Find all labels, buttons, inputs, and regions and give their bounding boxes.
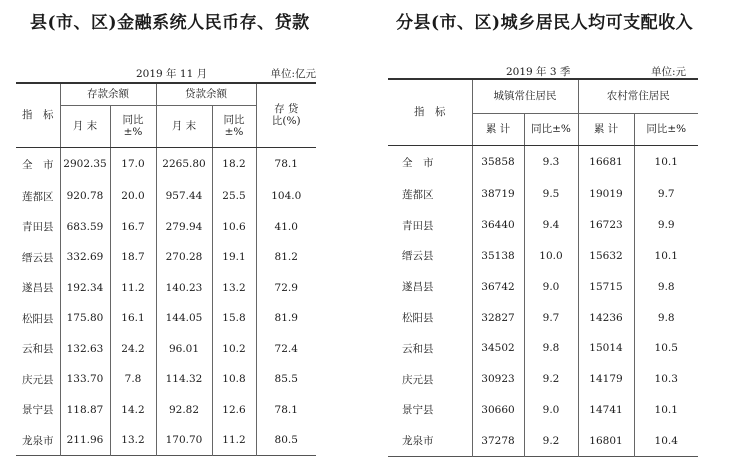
urban-yoy: 9.5 — [524, 179, 578, 210]
row-name: 景宁县 — [388, 395, 472, 426]
table-row — [16, 364, 316, 395]
loan-month-end: 957.44 — [156, 181, 212, 212]
deposit-loan-rows — [16, 147, 316, 456]
header-loan-month-end: 月 末 — [156, 105, 212, 147]
urban-cumulative: 38719 — [472, 179, 524, 210]
loan-deposit-ratio: 80.5 — [274, 434, 298, 446]
loan-deposit-ratio: 104.0 — [271, 190, 302, 203]
loan-yoy: 19.1 — [212, 242, 256, 273]
table-row — [16, 425, 316, 456]
income-unit: 单位:元 — [650, 66, 686, 78]
row-name: 云和县 — [388, 333, 472, 364]
rural-cumulative: 14236 — [578, 302, 634, 333]
loan-month-end: 140.23 — [156, 273, 212, 304]
income-table — [388, 78, 698, 457]
income-header-urban-yoy: 同比±% — [524, 113, 578, 145]
loan-deposit-ratio: 81.9 — [274, 312, 298, 325]
loan-month-end: 144.05 — [156, 303, 212, 334]
row-name: 景宁县 — [16, 395, 60, 426]
urban-yoy: 9.8 — [524, 333, 578, 364]
loan-yoy: 11.2 — [212, 425, 256, 456]
loan-yoy: 25.5 — [212, 181, 256, 212]
header-loan-yoy-line2: ±% — [224, 126, 244, 138]
rural-cumulative: 14179 — [578, 364, 634, 395]
loan-month-end: 114.32 — [156, 364, 212, 395]
loan-month-end: 279.94 — [156, 212, 212, 243]
row-name: 全 市 — [16, 147, 60, 181]
header-deposit-yoy-line2: ±% — [123, 126, 143, 138]
loan-yoy: 10.6 — [212, 212, 256, 243]
header-deposit-yoy — [110, 105, 156, 147]
income-period: 2019 年 3 季 — [506, 66, 571, 78]
rural-cumulative: 15715 — [578, 271, 634, 302]
deposit-month-end: 118.87 — [60, 395, 110, 426]
rural-yoy: 9.7 — [657, 188, 675, 201]
loan-yoy: 18.2 — [212, 147, 256, 181]
urban-yoy: 9.4 — [524, 210, 578, 241]
table-row — [16, 395, 316, 426]
deposit-yoy: 13.2 — [110, 425, 156, 456]
loan-month-end: 96.01 — [156, 334, 212, 365]
rural-cumulative: 14741 — [578, 395, 634, 426]
row-name: 遂昌县 — [388, 271, 472, 302]
table-row — [388, 179, 698, 210]
urban-cumulative: 35858 — [472, 145, 524, 179]
income-header-indicator: 指 标 — [388, 79, 472, 145]
table-row — [16, 212, 316, 243]
deposit-yoy: 11.2 — [110, 273, 156, 304]
rural-cumulative: 16681 — [578, 145, 634, 179]
deposit-month-end: 683.59 — [60, 212, 110, 243]
rural-cumulative: 15632 — [578, 241, 634, 272]
table-row — [388, 425, 698, 456]
deposit-yoy: 16.1 — [110, 303, 156, 334]
deposit-loan-title: 县(市、区)金融系统人民币存、贷款 — [30, 13, 310, 33]
rural-cumulative: 16801 — [578, 425, 634, 456]
header-indicator: 指 标 — [16, 83, 60, 147]
rural-cumulative: 19019 — [578, 179, 634, 210]
rural-yoy: 10.5 — [654, 342, 678, 355]
deposit-yoy: 20.0 — [110, 181, 156, 212]
row-name: 庆元县 — [388, 364, 472, 395]
deposit-loan-unit: 单位:亿元 — [270, 68, 316, 80]
loan-month-end: 92.82 — [156, 395, 212, 426]
header-ratio-line2: 比(%) — [271, 115, 301, 128]
table-row — [16, 181, 316, 212]
table-row — [388, 210, 698, 241]
row-name: 庆元县 — [16, 364, 60, 395]
income-header-rural-group: 农村常住居民 — [578, 79, 698, 113]
row-name: 缙云县 — [388, 241, 472, 272]
deposit-yoy: 7.8 — [110, 364, 156, 395]
deposit-loan-period: 2019 年 11 月 — [136, 68, 208, 80]
urban-yoy: 9.7 — [524, 302, 578, 333]
loan-month-end: 170.70 — [156, 425, 212, 456]
rural-cumulative: 15014 — [578, 333, 634, 364]
table-row — [388, 145, 698, 179]
loan-deposit-ratio: 72.4 — [274, 342, 298, 355]
rural-yoy: 9.9 — [657, 219, 675, 232]
rural-yoy: 10.3 — [654, 373, 678, 386]
income-header-urban-group: 城镇常住居民 — [472, 79, 578, 113]
loan-yoy: 10.8 — [212, 364, 256, 395]
rural-cumulative: 16723 — [578, 210, 634, 241]
income-header-rural-cumulative: 累 计 — [578, 113, 634, 145]
deposit-yoy: 16.7 — [110, 212, 156, 243]
row-name: 莲都区 — [388, 179, 472, 210]
table-row — [16, 334, 316, 365]
row-name: 松阳县 — [388, 302, 472, 333]
header-ratio — [256, 83, 316, 147]
urban-cumulative: 37278 — [472, 425, 524, 456]
rural-yoy: 10.4 — [654, 434, 678, 447]
urban-cumulative: 32827 — [472, 302, 524, 333]
deposit-month-end: 192.34 — [60, 273, 110, 304]
loan-yoy: 12.6 — [212, 395, 256, 426]
row-name: 龙泉市 — [16, 425, 60, 456]
rural-yoy: 9.8 — [657, 311, 675, 324]
table-row — [388, 241, 698, 272]
header-loan-yoy-line1: 同比 — [223, 114, 245, 126]
deposit-month-end: 132.63 — [60, 334, 110, 365]
header-deposit-yoy-line1: 同比 — [122, 114, 144, 126]
header-loan-group: 贷款余额 — [156, 83, 256, 105]
table-row — [16, 273, 316, 304]
urban-cumulative: 35138 — [472, 241, 524, 272]
row-name: 青田县 — [16, 212, 60, 243]
loan-month-end: 2265.80 — [156, 147, 212, 181]
urban-yoy: 9.0 — [524, 395, 578, 426]
deposit-month-end: 920.78 — [60, 181, 110, 212]
urban-cumulative: 30923 — [472, 364, 524, 395]
loan-deposit-ratio: 41.0 — [274, 220, 298, 233]
urban-yoy: 10.0 — [524, 241, 578, 272]
table-row — [388, 271, 698, 302]
header-deposit-group: 存款余额 — [60, 83, 156, 105]
row-name: 缙云县 — [16, 242, 60, 273]
deposit-yoy: 17.0 — [110, 147, 156, 181]
row-name: 云和县 — [16, 334, 60, 365]
table-row — [388, 395, 698, 426]
row-name: 遂昌县 — [16, 273, 60, 304]
header-ratio-line1: 存 贷 — [274, 103, 299, 116]
urban-yoy: 9.0 — [524, 271, 578, 302]
header-loan-yoy — [212, 105, 256, 147]
urban-cumulative: 34502 — [472, 333, 524, 364]
loan-deposit-ratio: 78.1 — [274, 403, 298, 416]
row-name: 松阳县 — [16, 303, 60, 334]
urban-yoy: 9.3 — [524, 145, 578, 179]
loan-deposit-ratio: 81.2 — [274, 251, 298, 264]
loan-deposit-ratio: 85.5 — [274, 373, 298, 386]
income-header-rural-yoy: 同比±% — [634, 113, 698, 145]
deposit-month-end: 211.96 — [60, 425, 110, 456]
deposit-loan-table — [16, 82, 316, 456]
rural-yoy: 10.1 — [654, 403, 678, 416]
table-row — [16, 303, 316, 334]
deposit-yoy: 18.7 — [110, 242, 156, 273]
loan-deposit-ratio: 78.1 — [274, 158, 298, 171]
table-row — [388, 364, 698, 395]
loan-yoy: 10.2 — [212, 334, 256, 365]
table-row — [388, 333, 698, 364]
income-header-urban-cumulative: 累 计 — [472, 113, 524, 145]
rural-yoy: 9.8 — [657, 280, 675, 293]
deposit-month-end: 175.80 — [60, 303, 110, 334]
row-name: 全 市 — [388, 145, 472, 179]
deposit-month-end: 332.69 — [60, 242, 110, 273]
income-title: 分县(市、区)城乡居民人均可支配收入 — [396, 13, 694, 33]
urban-yoy: 9.2 — [524, 364, 578, 395]
row-name: 莲都区 — [16, 181, 60, 212]
rural-yoy: 10.1 — [654, 156, 678, 169]
table-row — [16, 242, 316, 273]
income-rows — [388, 145, 698, 456]
row-name: 青田县 — [388, 210, 472, 241]
urban-cumulative: 30660 — [472, 395, 524, 426]
deposit-month-end: 133.70 — [60, 364, 110, 395]
urban-cumulative: 36742 — [472, 271, 524, 302]
deposit-month-end: 2902.35 — [60, 147, 110, 181]
deposit-yoy: 24.2 — [110, 334, 156, 365]
loan-yoy: 15.8 — [212, 303, 256, 334]
deposit-yoy: 14.2 — [110, 395, 156, 426]
row-name: 龙泉市 — [388, 425, 472, 456]
loan-month-end: 270.28 — [156, 242, 212, 273]
urban-cumulative: 36440 — [472, 210, 524, 241]
urban-yoy: 9.2 — [524, 425, 578, 456]
table-row — [388, 302, 698, 333]
rural-yoy: 10.1 — [654, 249, 678, 262]
loan-deposit-ratio: 72.9 — [274, 281, 298, 294]
table-row — [16, 147, 316, 181]
loan-yoy: 13.2 — [212, 273, 256, 304]
header-deposit-month-end: 月 末 — [60, 105, 110, 147]
